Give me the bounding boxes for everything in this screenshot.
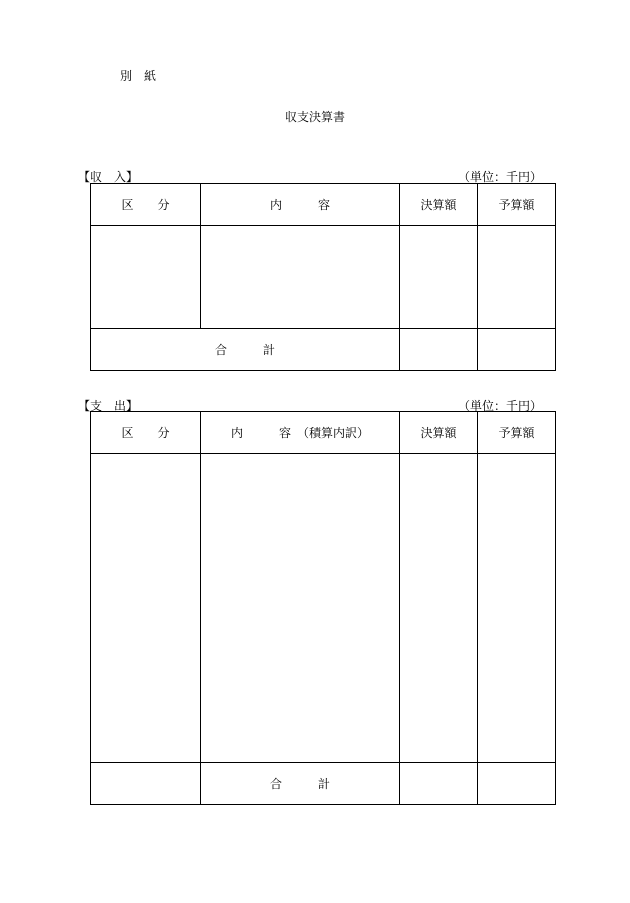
expense-budget-cell[interactable] — [478, 454, 556, 763]
income-header-category: 区 分 — [91, 184, 201, 226]
income-header-settled: 決算額 — [400, 184, 478, 226]
expense-section-label: 【支 出】 — [78, 399, 139, 413]
expense-total-budget-cell[interactable] — [478, 763, 556, 805]
expense-table — [90, 411, 556, 805]
expense-settled-cell[interactable] — [400, 454, 478, 763]
expense-header-row — [91, 412, 556, 454]
income-header-budget: 予算額 — [478, 184, 556, 226]
income-table — [90, 183, 556, 371]
expense-content-cell[interactable] — [201, 454, 400, 763]
expense-header-content: 内 容 （積算内訳） — [201, 412, 400, 454]
expense-category-cell[interactable] — [91, 454, 201, 763]
income-total-label: 合 計 — [91, 329, 400, 371]
expense-total-blank-cell[interactable] — [91, 763, 201, 805]
expense-header-category: 区 分 — [91, 412, 201, 454]
income-section-label: 【収 入】 — [78, 170, 139, 184]
income-total-settled-cell[interactable] — [400, 329, 478, 371]
income-body-row — [91, 226, 556, 329]
income-content-cell[interactable] — [201, 226, 400, 329]
expense-header-settled: 決算額 — [400, 412, 478, 454]
attachment-label: 別 紙 — [120, 69, 157, 83]
income-header-row — [91, 184, 556, 226]
income-total-row — [91, 329, 556, 371]
income-total-budget-cell[interactable] — [478, 329, 556, 371]
expense-unit-label: （単位：千円） — [457, 399, 542, 413]
expense-total-settled-cell[interactable] — [400, 763, 478, 805]
expense-total-row — [91, 763, 556, 805]
expense-body-row — [91, 454, 556, 763]
income-settled-cell[interactable] — [400, 226, 478, 329]
income-unit-label: （単位：千円） — [457, 170, 542, 184]
expense-total-label: 合 計 — [201, 763, 400, 805]
document-title: 収支決算書 — [284, 110, 345, 124]
expense-header-budget: 予算額 — [478, 412, 556, 454]
income-header-content: 内 容 — [201, 184, 400, 226]
income-budget-cell[interactable] — [478, 226, 556, 329]
income-category-cell[interactable] — [91, 226, 201, 329]
